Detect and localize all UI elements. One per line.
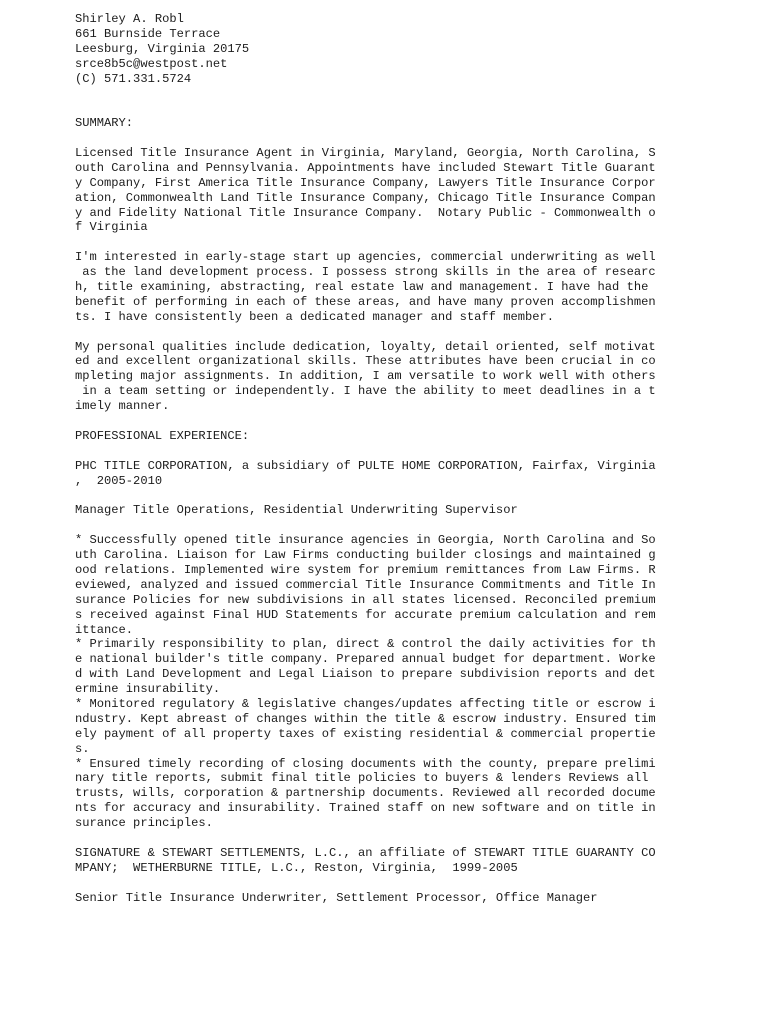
text-line: ation, Commonwealth Land Title Insurance Company, Chicago Title Insurance Compan <box>75 190 656 205</box>
text-line: ts. I have consistently been a dedicated manager and staff member. <box>75 309 554 324</box>
summary-paragraph <box>75 146 675 235</box>
text-line: mpleting major assignments. In addition, I am versatile to work well with others <box>75 369 656 384</box>
text-line: imely manner. <box>75 399 170 414</box>
duty-line: surance Policies for new subdivisions in all states licensed. Reconciled premium <box>75 592 656 607</box>
street-address: 661 Burnside Terrace <box>75 26 221 41</box>
text-line: Licensed Title Insurance Agent in Virginia, Maryland, Georgia, North Carolina, S <box>75 146 656 161</box>
duty-line: ermine insurability. <box>75 682 221 697</box>
text-line: benefit of performing in each of these areas, and have many proven accomplishmen <box>75 294 656 309</box>
duty-line: * Successfully opened title insurance agencies in Georgia, North Carolina and So <box>75 533 656 548</box>
city-state-zip: Leesburg, Virginia 20175 <box>75 41 250 56</box>
job-title: Senior Title Insurance Underwriter, Settlement Processor, Office Manager <box>75 890 598 905</box>
employer-line: SIGNATURE & STEWART SETTLEMENTS, L.C., an affiliate of STEWART TITLE GUARANTY CO <box>75 845 656 860</box>
job-entry <box>75 846 675 906</box>
summary-paragraph <box>75 250 675 324</box>
duty-line: * Ensured timely recording of closing documents with the county, prepare prelimi <box>75 756 656 771</box>
text-line: h, title examining, abstracting, real estate law and management. I have had the <box>75 280 649 295</box>
duty-line: ittance. <box>75 622 134 637</box>
duty-line: surance principles. <box>75 816 213 831</box>
employer-line: MPANY; WETHERBURNE TITLE, L.C., Reston, Virginia, 1999-2005 <box>75 860 518 875</box>
text-line: f Virginia <box>75 220 148 235</box>
employer-line: PHC TITLE CORPORATION, a subsidiary of PULTE HOME CORPORATION, Fairfax, Virginia <box>75 458 656 473</box>
job-duties <box>75 533 675 831</box>
duty-line: ood relations. Implemented wire system for premium remittances from Law Firms. R <box>75 562 656 577</box>
duty-line: e national builder's title company. Prepared annual budget for department. Worke <box>75 652 656 667</box>
text-line: outh Carolina and Pennsylvania. Appointments have included Stewart Title Guarant <box>75 160 656 175</box>
text-line: y Company, First America Title Insurance Company, Lawyers Title Insurance Corpor <box>75 175 656 190</box>
job-title: Manager Title Operations, Residential Underwriting Supervisor <box>75 503 518 518</box>
text-line: in a team setting or independently. I have the ability to meet deadlines in a t <box>75 384 656 399</box>
duty-line: nts for accuracy and insurability. Trained staff on new software and on title in <box>75 801 656 816</box>
phone-number: (C) 571.331.5724 <box>75 71 192 86</box>
duty-line: d with Land Development and Legal Liaison to prepare subdivision reports and det <box>75 667 656 682</box>
resume-text <box>75 12 675 905</box>
summary-heading: SUMMARY: <box>75 116 134 131</box>
experience-heading: PROFESSIONAL EXPERIENCE: <box>75 428 250 443</box>
duty-line: s received against Final HUD Statements for accurate premium calculation and rem <box>75 607 656 622</box>
duty-line: * Primarily responsibility to plan, direct & control the daily activities for th <box>75 637 656 652</box>
duty-line: trusts, wills, corporation & partnership documents. Reviewed all recorded docume <box>75 786 656 801</box>
text-line: My personal qualities include dedication, loyalty, detail oriented, self motivat <box>75 339 656 354</box>
contact-block <box>75 12 675 86</box>
text-line: ed and excellent organizational skills. These attributes have been crucial in co <box>75 354 656 369</box>
text-line: y and Fidelity National Title Insurance Company. Notary Public - Commonwealth o <box>75 205 656 220</box>
duty-line: ely payment of all property taxes of existing residential & commercial propertie <box>75 726 656 741</box>
employer-line: , 2005-2010 <box>75 473 163 488</box>
candidate-name: Shirley A. Robl <box>75 12 184 26</box>
text-line: I'm interested in early-stage start up agencies, commercial underwriting as well <box>75 250 656 265</box>
duty-line: ndustry. Kept abreast of changes within the title & escrow industry. Ensured tim <box>75 711 656 726</box>
duty-line: nary title reports, submit final title policies to buyers & lenders Reviews all <box>75 771 649 786</box>
duty-line: uth Carolina. Liaison for Law Firms conducting builder closings and maintained g <box>75 548 656 563</box>
duty-line: * Monitored regulatory & legislative changes/updates affecting title or escrow i <box>75 696 656 711</box>
duty-line: eviewed, analyzed and issued commercial Title Insurance Commitments and Title In <box>75 577 656 592</box>
text-line: as the land development process. I possess strong skills in the area of researc <box>75 265 656 280</box>
duty-line: s. <box>75 741 90 756</box>
email-address: srce8b5c@westpost.net <box>75 56 228 71</box>
job-entry <box>75 459 675 831</box>
summary-paragraph <box>75 340 675 414</box>
